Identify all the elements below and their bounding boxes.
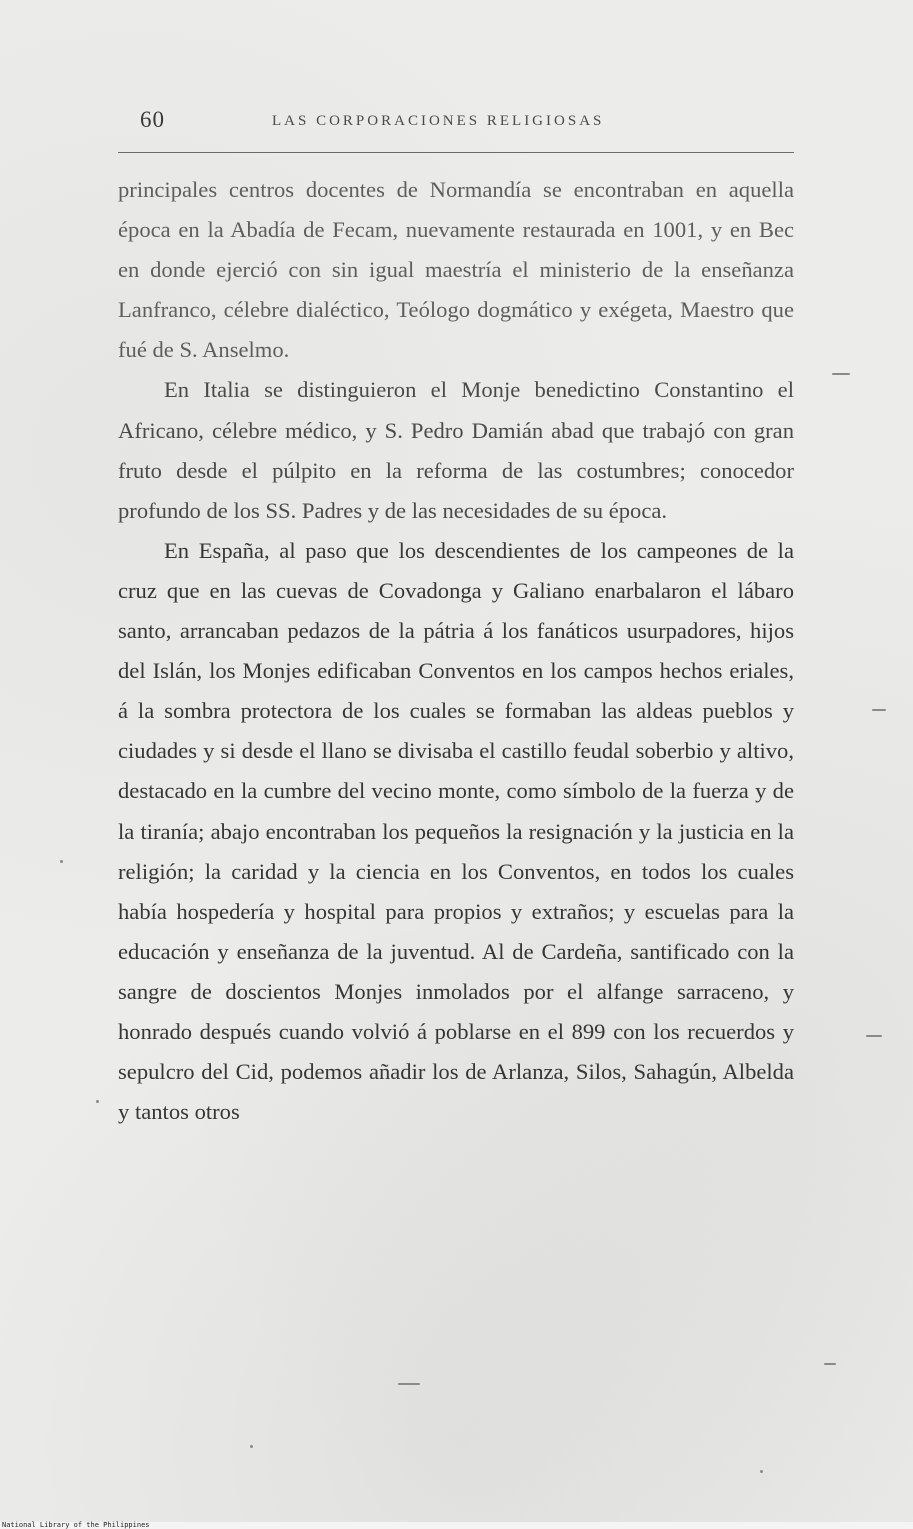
paragraph-espana: En España, al paso que los descendientes de los campeones de la cruz que en las cuevas de Covadonga y Galiano enarbalaron el lábaro santo, arrancaban pedazos de la pátria á los fanáticos usurpadores, hijos del Islán, los Monjes edificaban Conventos en los campos hechos eriales, á la sombra protectora de los cuales se formaban las aldeas pueblos y ciudades y si desde el llano se divisaba el castillo feudal soberbio y altivo, destacado en la cumbre del vecino monte, como símbolo de la fuerza y de la tiranía; abajo encontraban los pequeños la resignación y la justicia en la religión; la caridad y la ciencia en los Conventos, en todos los cuales había hospedería y hospital para propios y extraños; y escuelas para la educación y enseñanza de la juventud. Al de Cardeña, santificado con la sangre de doscientos Monjes inmolados por el alfange sarraceno, y honrado después cuando volvió á poblarse en el 899 con los recuerdos y sepulcro del Cid, podemos añadir los de Arlanza, Silos, Sahagún, Albelda y tantos otros xyxy=(118,537,794,1125)
running-head: LAS CORPORACIONES RELIGIOSAS xyxy=(272,113,605,129)
scan-speck xyxy=(250,1445,253,1448)
scan-speck xyxy=(398,1383,420,1385)
library-credit: National Library of the Philippines xyxy=(2,1521,150,1529)
paragraph-normandia: principales centros docentes de Normandía se encontraban en aquella época en la Abadía de Fecam, nuevamente restaurada en 1001, y en Bec en donde ejerció con sin igual maestría el ministerio de la enseñanza Lanfranco, célebre dialéctico, Teólogo dogmático y exégeta, Maestro que fué de S. Anselmo. xyxy=(118,177,794,363)
header-rule xyxy=(118,152,794,153)
scan-speck xyxy=(832,373,850,375)
scan-speck xyxy=(96,1100,99,1103)
page-number: 60 xyxy=(140,107,165,132)
scan-speck xyxy=(866,1035,882,1037)
body-text xyxy=(118,170,794,1132)
scan-speck xyxy=(760,1470,763,1473)
scan-speck xyxy=(60,860,63,863)
paragraph-italia: En Italia se distinguieron el Monje benedictino Constantino el Africano, célebre médico, y S. Pedro Damián abad que trabajó con gran fruto desde el púlpito en la reforma de las costumbres; conocedor profundo de los SS. Padres y de las necesidades de su época. xyxy=(118,377,794,523)
page-header xyxy=(140,107,780,137)
scan-speck xyxy=(824,1363,836,1365)
scan-speck xyxy=(872,709,886,711)
